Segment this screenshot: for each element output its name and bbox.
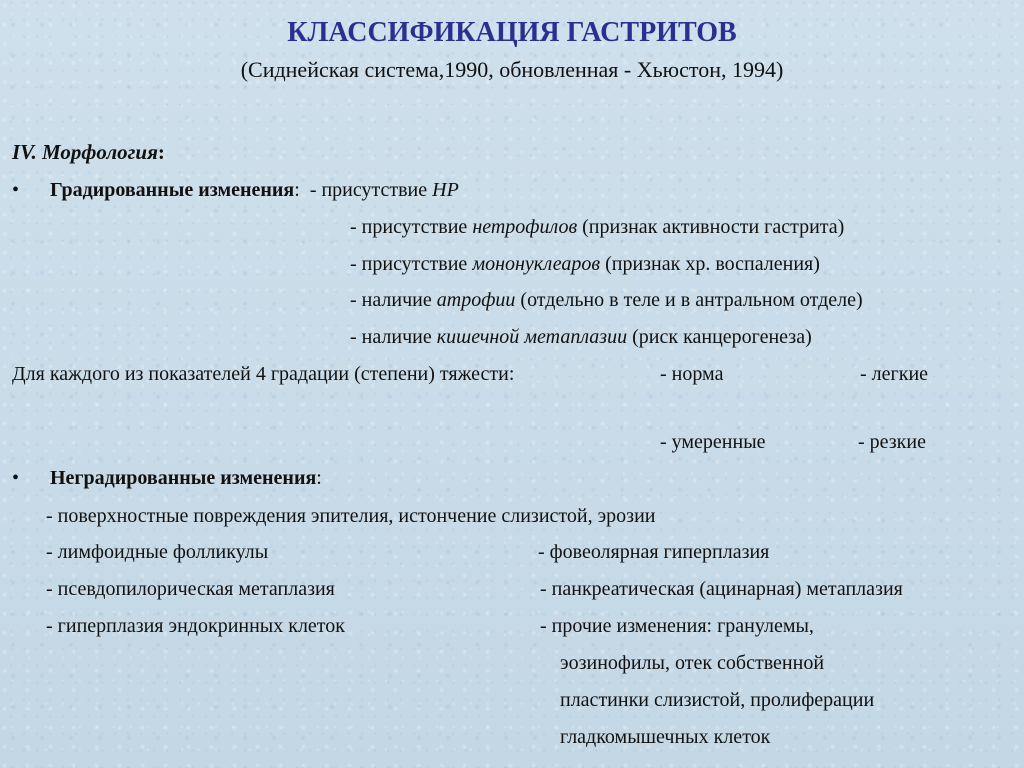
- graded-item-2-em: нетрофилов: [472, 216, 578, 238]
- section-heading-colon: :: [157, 140, 165, 164]
- bullet-nongraded: •: [12, 467, 20, 489]
- nongraded-left-3: - псевдопилорическая метаплазия: [46, 578, 335, 600]
- nongraded-right-1: - фовеолярная гиперплазия: [538, 541, 770, 563]
- nongraded-left-4: - гиперплазия эндокринных клеток: [46, 615, 346, 637]
- graded-item-3-suffix: (признак хр. воспаления): [600, 253, 820, 275]
- graded-item-4: [350, 288, 863, 312]
- nongraded-left-2: - лимфоидные фолликулы: [46, 541, 269, 563]
- graded-item-4-prefix: - наличие: [350, 289, 437, 311]
- grade-norm: - норма: [660, 363, 724, 385]
- grade-severe: - резкие: [858, 431, 926, 453]
- section-heading-text: IV. Морфология: [12, 140, 158, 164]
- nongraded-right-6: гладкомышечных клеток: [560, 726, 771, 748]
- graded-item-5-prefix: - наличие: [350, 326, 437, 348]
- graded-item-5-suffix: (риск канцерогенеза): [627, 326, 812, 348]
- graded-item-5: [350, 325, 812, 349]
- graded-item-3-em: мононуклеаров: [472, 253, 601, 275]
- section-heading: [12, 140, 165, 164]
- graded-item-5-em: кишечной метаплазии: [436, 326, 628, 348]
- nongraded-heading: Неградированные изменения: [50, 467, 317, 489]
- nongraded-left-1: - поверхностные повреждения эпителия, истончение слизистой, эрозии: [46, 505, 656, 527]
- graded-item-2-suffix: (признак активности гастрита): [577, 216, 845, 238]
- graded-item-2-prefix: - присутствие: [350, 216, 473, 238]
- graded-item-1-em: HP: [432, 179, 459, 201]
- graded-item-1-prefix: - присутствие: [309, 179, 433, 201]
- graded-colon: :: [294, 179, 300, 201]
- graded-item-4-suffix: (отдельно в теле и в антральном отделе): [515, 289, 863, 311]
- graded-line-1: [50, 178, 459, 202]
- graded-item-3-prefix: - присутствие: [350, 253, 473, 275]
- grades-intro: Для каждого из показателей 4 градации (степени) тяжести:: [12, 363, 515, 385]
- nongraded-right-3: - прочие изменения: гранулемы,: [540, 615, 814, 637]
- nongraded-right-2: - панкреатическая (ацинарная) метаплазия: [540, 578, 903, 600]
- slide-title: КЛАССИФИКАЦИЯ ГАСТРИТОВ: [287, 17, 737, 48]
- graded-item-3: [350, 252, 820, 276]
- nongraded-heading-line: [50, 466, 322, 490]
- nongraded-colon: :: [316, 467, 322, 489]
- grade-mild: - легкие: [860, 363, 929, 385]
- graded-heading: Градированные изменения: [50, 179, 295, 201]
- nongraded-right-5: пластинки слизистой, пролиферации: [560, 689, 875, 711]
- graded-item-4-em: атрофии: [436, 289, 516, 311]
- bullet-graded: •: [12, 179, 20, 201]
- nongraded-right-4: эозинофилы, отек собственной: [560, 652, 825, 674]
- grade-moderate: - умеренные: [660, 431, 766, 453]
- graded-item-2: [350, 215, 844, 239]
- slide-subtitle: (Сиднейская система,1990, обновленная - Хьюстон, 1994): [240, 57, 784, 82]
